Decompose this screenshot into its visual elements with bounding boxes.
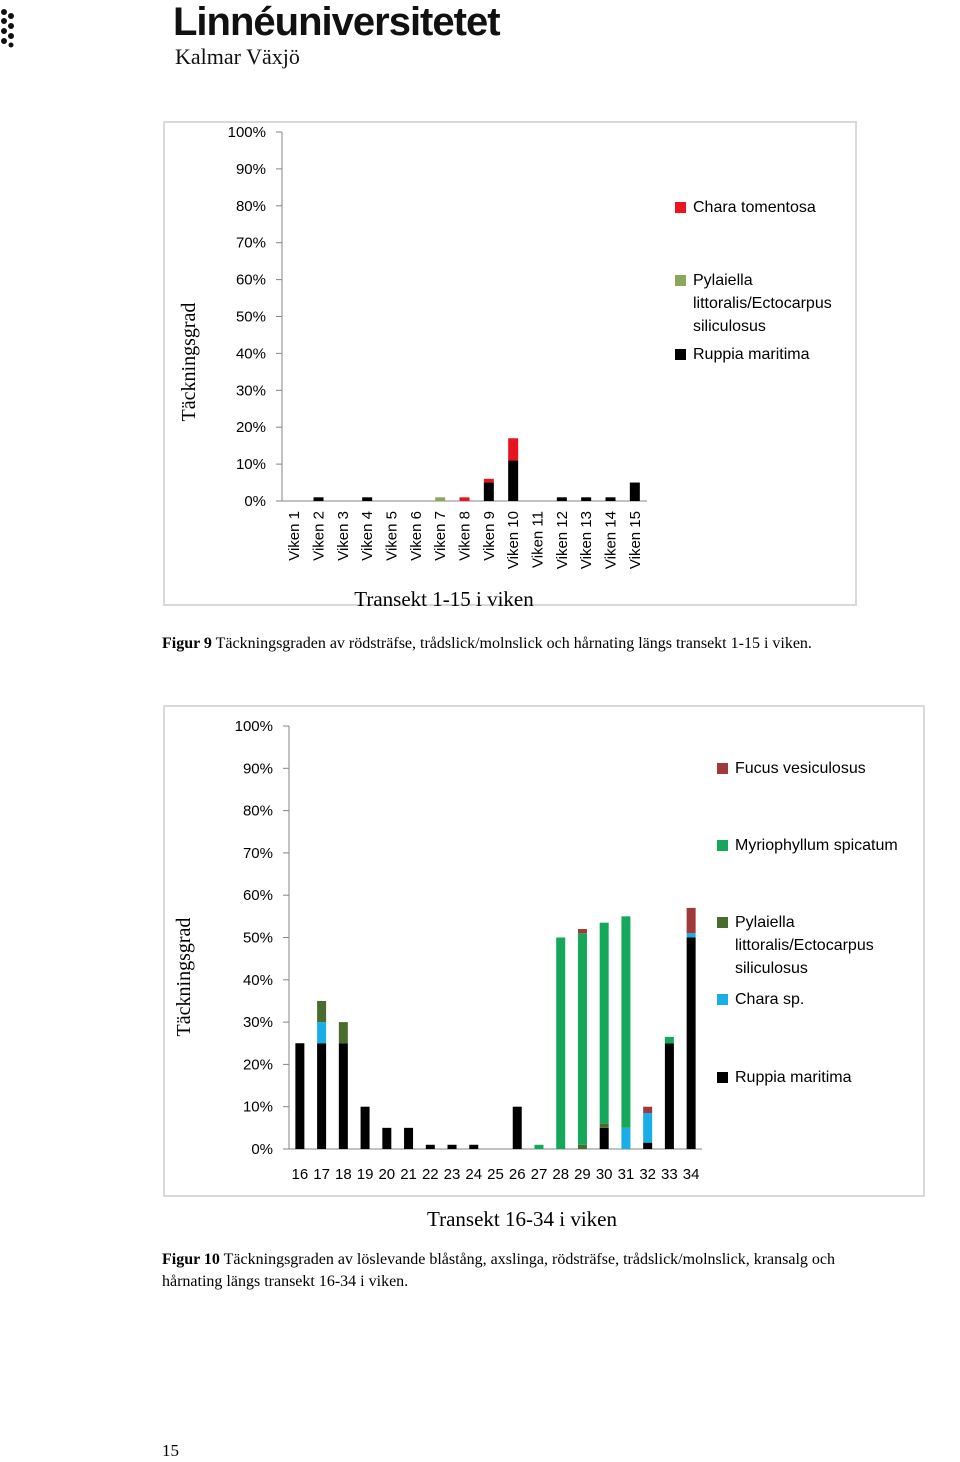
x-tick-label: 16 bbox=[291, 1166, 309, 1183]
x-tick-label: Viken 5 bbox=[383, 511, 401, 561]
legend-label: Chara sp. bbox=[735, 991, 805, 1008]
legend-label: littoralis/Ectocarpus bbox=[735, 937, 874, 954]
x-tick-label: 25 bbox=[487, 1166, 504, 1183]
bar-segment bbox=[339, 1043, 348, 1149]
x-tick-label: Viken 4 bbox=[359, 511, 377, 561]
x-tick-label: Viken 3 bbox=[334, 511, 352, 561]
figure-9-chart bbox=[0, 0, 960, 640]
bar-segment bbox=[317, 1022, 326, 1043]
y-tick-label: 10% bbox=[235, 456, 266, 474]
y-axis-title: Täckningsgrad bbox=[173, 917, 195, 1037]
bar-segment bbox=[513, 1107, 522, 1149]
bar-segment bbox=[448, 1145, 457, 1149]
x-tick-label: Viken 15 bbox=[626, 511, 644, 570]
x-tick-label: 34 bbox=[682, 1166, 700, 1183]
bar-segment bbox=[557, 497, 567, 501]
y-tick-label: 40% bbox=[235, 345, 266, 363]
bar-segment bbox=[600, 923, 609, 1124]
x-tick-label: Viken 14 bbox=[602, 511, 620, 570]
x-tick-label: 31 bbox=[617, 1166, 635, 1183]
y-tick-label: 20% bbox=[242, 1056, 273, 1074]
legend-label: Pylaiella bbox=[693, 272, 753, 289]
y-tick-label: 90% bbox=[235, 160, 266, 178]
figure-9-caption bbox=[162, 633, 812, 655]
bar-segment bbox=[643, 1113, 652, 1143]
bar-segment bbox=[435, 497, 445, 501]
bar-segment bbox=[643, 1107, 652, 1113]
legend-swatch bbox=[717, 994, 728, 1005]
bar-segment bbox=[621, 1128, 630, 1149]
bar-segment bbox=[314, 497, 324, 501]
bar-segment bbox=[665, 1043, 674, 1149]
legend-swatch bbox=[675, 202, 686, 213]
y-tick-label: 30% bbox=[235, 382, 266, 400]
x-tick-label: Viken 8 bbox=[456, 511, 474, 561]
page-number: 15 bbox=[162, 1441, 179, 1460]
bar-segment bbox=[339, 1022, 348, 1043]
bar-segment bbox=[404, 1128, 413, 1149]
x-tick-label: Viken 9 bbox=[480, 511, 498, 561]
legend-swatch bbox=[717, 1072, 728, 1083]
x-tick-label: Viken 2 bbox=[310, 511, 328, 561]
y-tick-label: 10% bbox=[242, 1098, 273, 1116]
legend-swatch bbox=[717, 917, 728, 928]
legend-label: siliculosus bbox=[735, 960, 808, 977]
x-tick-label: 18 bbox=[334, 1166, 352, 1183]
x-axis-title: Transekt 1-15 i viken bbox=[354, 587, 534, 611]
bar-segment bbox=[643, 1143, 652, 1149]
x-tick-label: 29 bbox=[574, 1166, 591, 1183]
bar-segment bbox=[621, 916, 630, 1128]
figure-9-caption-text: Täckningsgraden av rödsträfse, trådslick/molnslick och hårnating längs transekt 1-15 i viken. bbox=[211, 635, 812, 652]
bar-segment bbox=[687, 908, 696, 933]
figure-10-chart bbox=[0, 690, 960, 1240]
x-axis-title: Transekt 16-34 i viken bbox=[427, 1207, 617, 1231]
x-tick-label: 22 bbox=[421, 1166, 439, 1183]
bar-segment bbox=[508, 438, 518, 460]
y-tick-label: 70% bbox=[242, 844, 273, 862]
bar-segment bbox=[484, 479, 494, 483]
bar-segment bbox=[581, 497, 591, 501]
bar-segment bbox=[630, 483, 640, 501]
legend-swatch bbox=[717, 840, 728, 851]
figure-10-caption-line2: hårnating längs transekt 16-34 i viken. bbox=[162, 1273, 409, 1290]
x-tick-label: 24 bbox=[465, 1166, 483, 1183]
x-tick-label: 23 bbox=[443, 1166, 461, 1183]
x-tick-label: Viken 13 bbox=[578, 511, 596, 570]
x-tick-label: 33 bbox=[661, 1166, 678, 1183]
bar-segment bbox=[578, 933, 587, 1145]
bar-segment bbox=[382, 1128, 391, 1149]
x-tick-label: 21 bbox=[400, 1166, 417, 1183]
bar-segment bbox=[361, 1107, 370, 1149]
bar-segment bbox=[665, 1037, 674, 1043]
bar-segment bbox=[484, 483, 494, 501]
bar-segment bbox=[600, 1124, 609, 1128]
bar-segment bbox=[426, 1145, 435, 1149]
x-tick-label: Viken 6 bbox=[407, 511, 425, 561]
y-tick-label: 30% bbox=[242, 1014, 273, 1032]
x-tick-label: 17 bbox=[313, 1166, 330, 1183]
x-tick-label: Viken 11 bbox=[529, 511, 547, 568]
bar-segment bbox=[469, 1145, 478, 1149]
bar-segment bbox=[687, 933, 696, 937]
logo-subtitle: Kalmar Växjö bbox=[175, 44, 300, 69]
y-tick-label: 90% bbox=[242, 760, 273, 778]
y-tick-label: 80% bbox=[235, 197, 266, 215]
y-tick-label: 60% bbox=[235, 271, 266, 289]
y-tick-label: 100% bbox=[234, 718, 273, 735]
y-axis-title: Täckningsgrad bbox=[178, 302, 200, 422]
y-tick-label: 50% bbox=[242, 929, 273, 947]
bar-segment bbox=[578, 1145, 587, 1149]
legend-swatch bbox=[675, 275, 686, 286]
y-tick-label: 0% bbox=[251, 1141, 273, 1158]
figure-9-label: Figur 9 bbox=[162, 635, 212, 652]
x-tick-label: Viken 12 bbox=[553, 511, 571, 570]
bar-segment bbox=[460, 497, 470, 501]
legend-label: Fucus vesiculosus bbox=[735, 760, 866, 777]
x-tick-label: Viken 10 bbox=[505, 511, 523, 570]
x-tick-label: 19 bbox=[356, 1166, 374, 1183]
x-tick-label: 28 bbox=[552, 1166, 570, 1183]
bar-segment bbox=[534, 1145, 543, 1149]
bar-segment bbox=[606, 497, 616, 501]
legend-label: Myriophyllum spicatum bbox=[735, 837, 898, 854]
legend-swatch bbox=[675, 349, 686, 360]
y-tick-label: 70% bbox=[235, 234, 266, 252]
x-tick-label: 26 bbox=[508, 1166, 526, 1183]
legend-swatch bbox=[717, 763, 728, 774]
bar-segment bbox=[578, 929, 587, 933]
legend-label: siliculosus bbox=[693, 318, 766, 335]
bar-segment bbox=[317, 1001, 326, 1022]
bar-segment bbox=[295, 1043, 304, 1149]
x-tick-label: Viken 1 bbox=[286, 511, 304, 561]
x-tick-label: 30 bbox=[595, 1166, 613, 1183]
legend-label: Pylaiella bbox=[735, 914, 795, 931]
figure-10-label: Figur 10 bbox=[162, 1251, 220, 1268]
y-tick-label: 60% bbox=[242, 887, 273, 905]
y-tick-label: 0% bbox=[244, 493, 266, 510]
bar-segment bbox=[600, 1128, 609, 1149]
figure-10-caption bbox=[162, 1249, 835, 1293]
y-tick-label: 50% bbox=[235, 308, 266, 326]
legend-label: littoralis/Ectocarpus bbox=[693, 295, 832, 312]
bar-segment bbox=[317, 1043, 326, 1149]
y-tick-label: 80% bbox=[242, 802, 273, 820]
x-tick-label: Viken 7 bbox=[432, 511, 450, 561]
legend-label: Chara tomentosa bbox=[693, 199, 816, 216]
x-tick-label: 27 bbox=[530, 1166, 548, 1183]
y-tick-label: 100% bbox=[227, 124, 266, 141]
y-tick-label: 20% bbox=[235, 419, 266, 437]
y-tick-label: 40% bbox=[242, 971, 273, 989]
bar-segment bbox=[362, 497, 372, 501]
legend-label: Ruppia maritima bbox=[693, 346, 810, 363]
x-tick-label: 20 bbox=[378, 1166, 396, 1183]
bar-segment bbox=[508, 460, 518, 501]
bar-segment bbox=[687, 938, 696, 1150]
x-tick-label: 32 bbox=[639, 1166, 657, 1183]
logo-name: Linnéuniversitetet bbox=[173, 0, 500, 44]
bar-segment bbox=[556, 938, 565, 1150]
legend-label: Ruppia maritima bbox=[735, 1069, 852, 1086]
figure-10-caption-line1: Täckningsgraden av löslevande blåstång, axslinga, rödsträfse, trådslick/molnslick, kransalg och bbox=[219, 1251, 836, 1268]
